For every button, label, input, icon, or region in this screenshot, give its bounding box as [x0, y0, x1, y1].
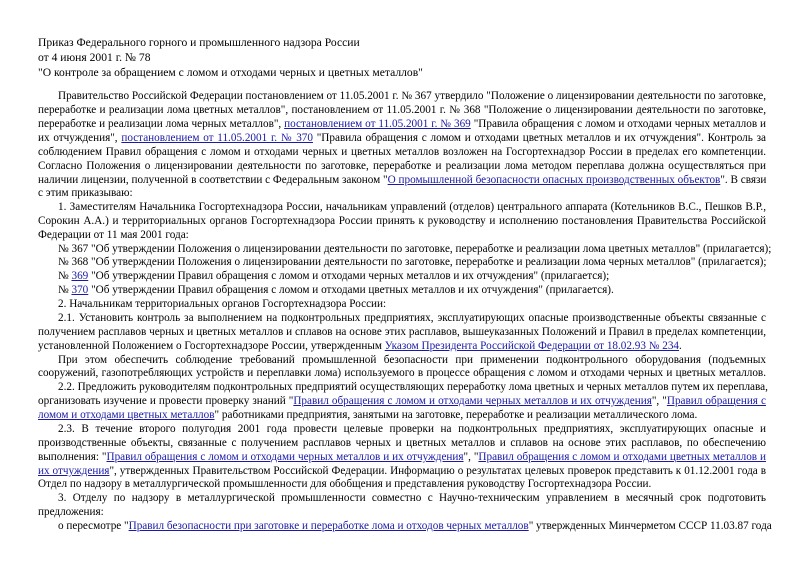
text-span: переработке и реализации лома черных металлов", [38, 118, 282, 130]
text-span: . [679, 340, 682, 352]
text-span: "Правила обращения с ломом и отходами черных металлов и [473, 118, 766, 130]
text-line: получением расплавов черных и цветных металлов и сплавов на основе этих расплавов, вышеуказанных Положений и Правил в пределах компетенции, [38, 326, 766, 338]
link-369[interactable]: 369 [71, 270, 89, 282]
text-span: "Правила обращения с ломом и отходами цветных металлов и их отчуждения". Контроль за [316, 132, 766, 144]
link-370[interactable]: 370 [71, 284, 89, 296]
text-span: "Об утверждении Правил обращения с ломом и отходами черных металлов и их отчуждения" (прилагается); [91, 270, 610, 282]
text-span: ". В связи [720, 174, 767, 186]
text-line [38, 409, 766, 423]
decree-370-line [58, 284, 766, 298]
text-span: о пересмотре " [58, 520, 129, 532]
text-line: 2.1. Установить контроль за выполнением на подконтрольных предприятиях, эксплуатирующих опасные производственные объекты связанные с [58, 312, 766, 324]
text-span: " работниками предприятия, занятыми на заготовке, переработке и реализации металлического лома. [214, 409, 698, 421]
decree-367-line: № 367 "Об утверждении Положения о лицензировании деятельности по заготовке, переработке и реализации лома цветных металлов" (прилагается); [58, 243, 772, 255]
text-line [38, 465, 766, 479]
text-line: Правительство Российской Федерации постановлением от 11.05.2001 г. № 367 утвердило "Положение о лицензировании деятельности по заготовке, [58, 90, 766, 102]
text-span: № [58, 270, 69, 282]
text-line: 2.3. В течение второго полугодия 2001 года провести целевые проверки на подконтрольных предприятиях, эксплуатирующих опасные и [58, 423, 766, 435]
text-line [58, 520, 772, 534]
text-line: При этом обеспечить соблюдение требований промышленной безопасности при применении подконтрольного оборудования (подъемных [58, 354, 766, 366]
link-ferrous-rules[interactable]: Правил обращения с ломом и отходами черных металлов и их отчуждения [293, 395, 652, 407]
order-title: Приказ Федерального горного и промышленного надзора России [38, 36, 360, 49]
text-line: 1. Заместителям Начальника Госгортехнадзора России, начальникам управлений (отделов) центрального аппарата (Котельников В.С., Пешков В.Р., [58, 201, 766, 213]
link-industrial-safety-law[interactable]: О промышленной безопасности опасных производственных объектов [387, 174, 721, 186]
text-span: организовать изучение и провести проверку знаний " [38, 395, 294, 407]
text-line [38, 118, 766, 132]
text-line: Сорокин А.А.) и территориальных органов Госгортехнадзора России принять к руководству и исполнению постановления Правительства Российской [38, 215, 766, 227]
decree-368-line: № 368 "Об утверждении Положения о лицензировании деятельности по заготовке, переработке и реализации лома черных металлов" (прилагается); [58, 256, 767, 268]
text-span: № [58, 284, 69, 296]
text-span: ", утвержденных Правительством Российской Федерации. Информацию о результатах целевых проверок представить к 01.12.2001 года в [109, 465, 766, 477]
decree-369-line [58, 270, 766, 284]
link-nonferrous-rules-cont[interactable]: ломом и отходами цветных металлов [38, 409, 215, 421]
text-span: их отчуждения", [38, 132, 118, 144]
text-line: Отдел по надзору в металлургической промышленности для обобщения и представления руководству Госгортехнадзора России. [38, 478, 652, 490]
text-span: " утвержденных Минчерметом СССР 11.03.87 года [528, 520, 772, 532]
text-line [38, 132, 766, 146]
text-span: ", " [463, 451, 479, 463]
text-line: 2. Начальникам территориальных органов Госгортехнадзора России: [58, 298, 387, 310]
link-nonferrous-rules[interactable]: Правил обращения с [666, 395, 766, 407]
text-line [38, 340, 766, 354]
text-line [38, 395, 766, 409]
link-safety-rules-scrap[interactable]: Правил безопасности при заготовке и переработке лома и отходов черных металлов [128, 520, 529, 532]
link-presidential-decree[interactable]: Указом Президента Российской Федерации от 18.02.93 № 234 [384, 340, 680, 352]
text-span: "Об утверждении Правил обращения с ломом и отходами цветных металлов и их отчуждения" (прилагается). [91, 284, 614, 296]
text-span: выполнения: " [38, 451, 107, 463]
text-line [38, 174, 766, 188]
link-decree-369[interactable]: постановлением от 11.05.2001 г. № 369 [284, 118, 471, 130]
text-line: соблюдением Правил обращения с ломом и отходами черных и цветных металлов возложен на Госгортехнадзор России в пределах его компетенции. [38, 146, 766, 158]
order-date: от 4 июня 2001 г. № 78 [38, 51, 151, 64]
text-line: 3. Отделу по надзору в металлургической промышленности совместно с Научно-техническим управлением в месячный срок подготовить [58, 492, 766, 504]
link-ferrous-rules-2[interactable]: Правил обращения с ломом и отходами черных металлов и их отчуждения [106, 451, 464, 463]
text-line: Федерации от 11 мая 2001 года: [38, 229, 189, 241]
text-span: ", " [651, 395, 667, 407]
text-line: переработке и реализации лома цветных металлов", постановлением от 11.05.2001 г. № 368 "Положение о лицензировании деятельности по заготовке, [38, 104, 766, 116]
link-nonferrous-rules-2-cont[interactable]: их отчуждения [38, 465, 110, 477]
text-span: установленной Положением о Госгортехнадзоре России, утвержденным [38, 340, 382, 352]
text-line: предложения: [38, 506, 104, 518]
link-nonferrous-rules-2[interactable]: Правил обращения с ломом и отходами цветных металлов и [478, 451, 766, 463]
text-line: 2.2. Предложить руководителям подконтрольных предприятий осуществляющих переработку лома цветных и черных металлов путем их переплава, [58, 381, 768, 393]
text-line: сооружений, газопотребляющих устройств и переплавки лома) используемого в процессе обращения с ломом и отходами черных и цветных металлов. [38, 367, 766, 379]
text-line [38, 451, 766, 465]
text-line: Согласно Положения о лицензировании деятельности по заготовке, переработке и реализации лома методом переплава должна осуществляться при [38, 160, 766, 172]
text-line: производственные объекты, связанные с получением расплавов черных и цветных металлов и сплавов на основе этих расплавов, по обеспечению [38, 437, 766, 449]
text-line: с этим приказываю: [38, 187, 133, 199]
link-decree-370[interactable]: постановлением от 11.05.2001 г. № 370 [121, 132, 313, 144]
text-span: наличии лицензии, полученной в соответствии с Федеральным законом " [38, 174, 388, 186]
order-subject: "О контроле за обращением с ломом и отходами черных и цветных металлов" [38, 66, 423, 79]
